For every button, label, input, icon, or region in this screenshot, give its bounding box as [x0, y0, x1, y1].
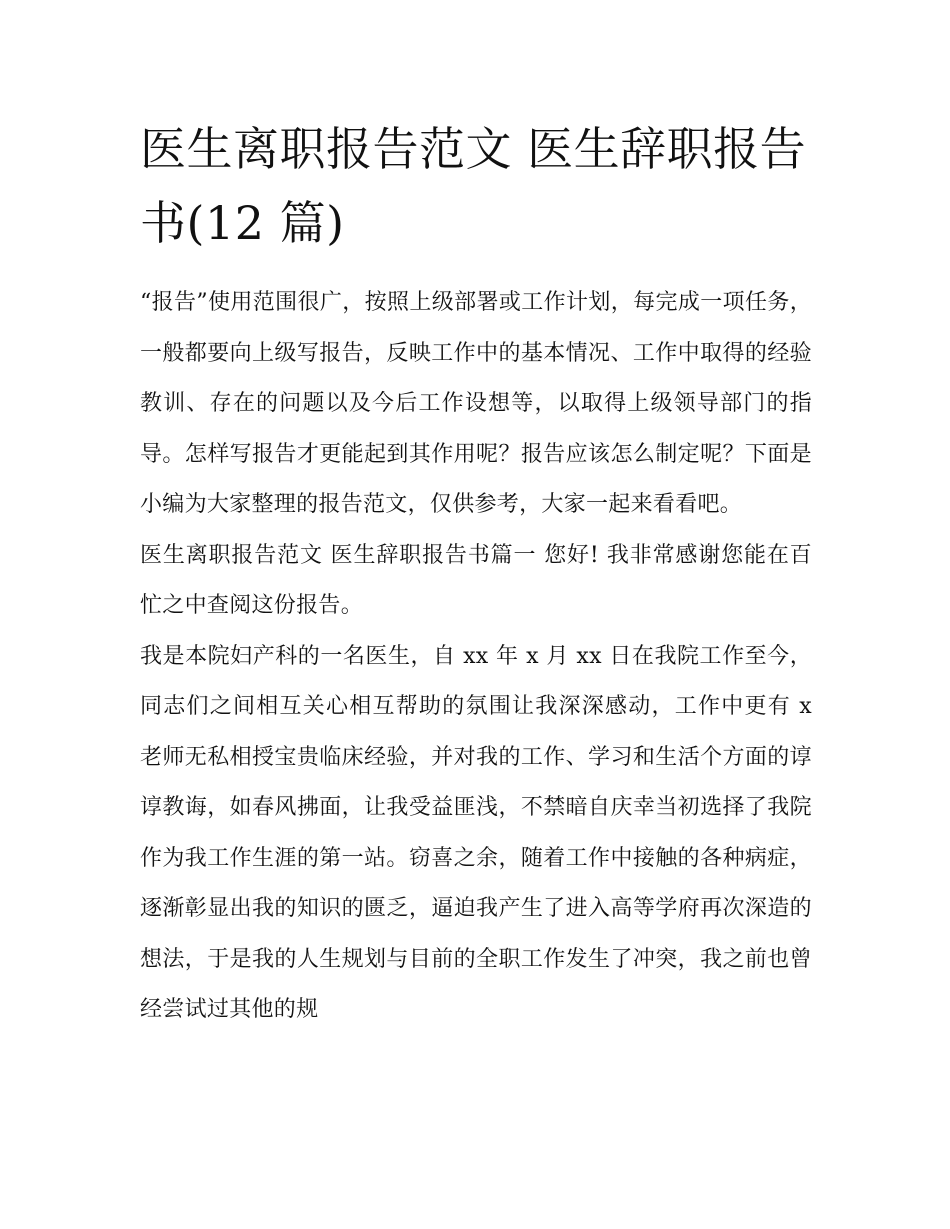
document-body [140, 278, 812, 1036]
paragraph-intro: “报告”使用范围很广，按照上级部署或工作计划，每完成一项任务，一般都要向上级写报告，反映工作中的基本情况、工作中取得的经验教训、存在的问题以及今后工作设想等，以取得上级领导部门的指导。怎样写报告才更能起到其作用呢？报告应该怎么制定呢？下面是小编为大家整理的报告范文，仅供参考，大家一起来看看吧。 [140, 290, 812, 517]
paragraph-greeting: 医生离职报告范文 医生辞职报告书篇一 您好! 我非常感谢您能在百忙之中查阅这份报告。 [140, 542, 812, 618]
document-title: 医生离职报告范文 医生辞职报告书(12 篇) [140, 122, 807, 250]
paragraph-main: 我是本院妇产科的一名医生，自 xx 年 x 月 xx 日在我院工作至今，同志们之间相互关心相互帮助的氛围让我深深感动，工作中更有 x 老师无私相授宝贵临床经验，并对我的工作、学习和生活个方面的谆谆教诲，如春风拂面，让我受益匪浅，不禁暗自庆幸当初选择了我院作为我工作生涯的第一站。窃喜之余，随着工作中接触的各种病症，逐渐彰显出我的知识的匮乏，逼迫我产生了进入高等学府再次深造的想法，于是我的人生规划与目前的全职工作发生了冲突，我之前也曾经尝试过其他的规 [140, 643, 812, 1022]
